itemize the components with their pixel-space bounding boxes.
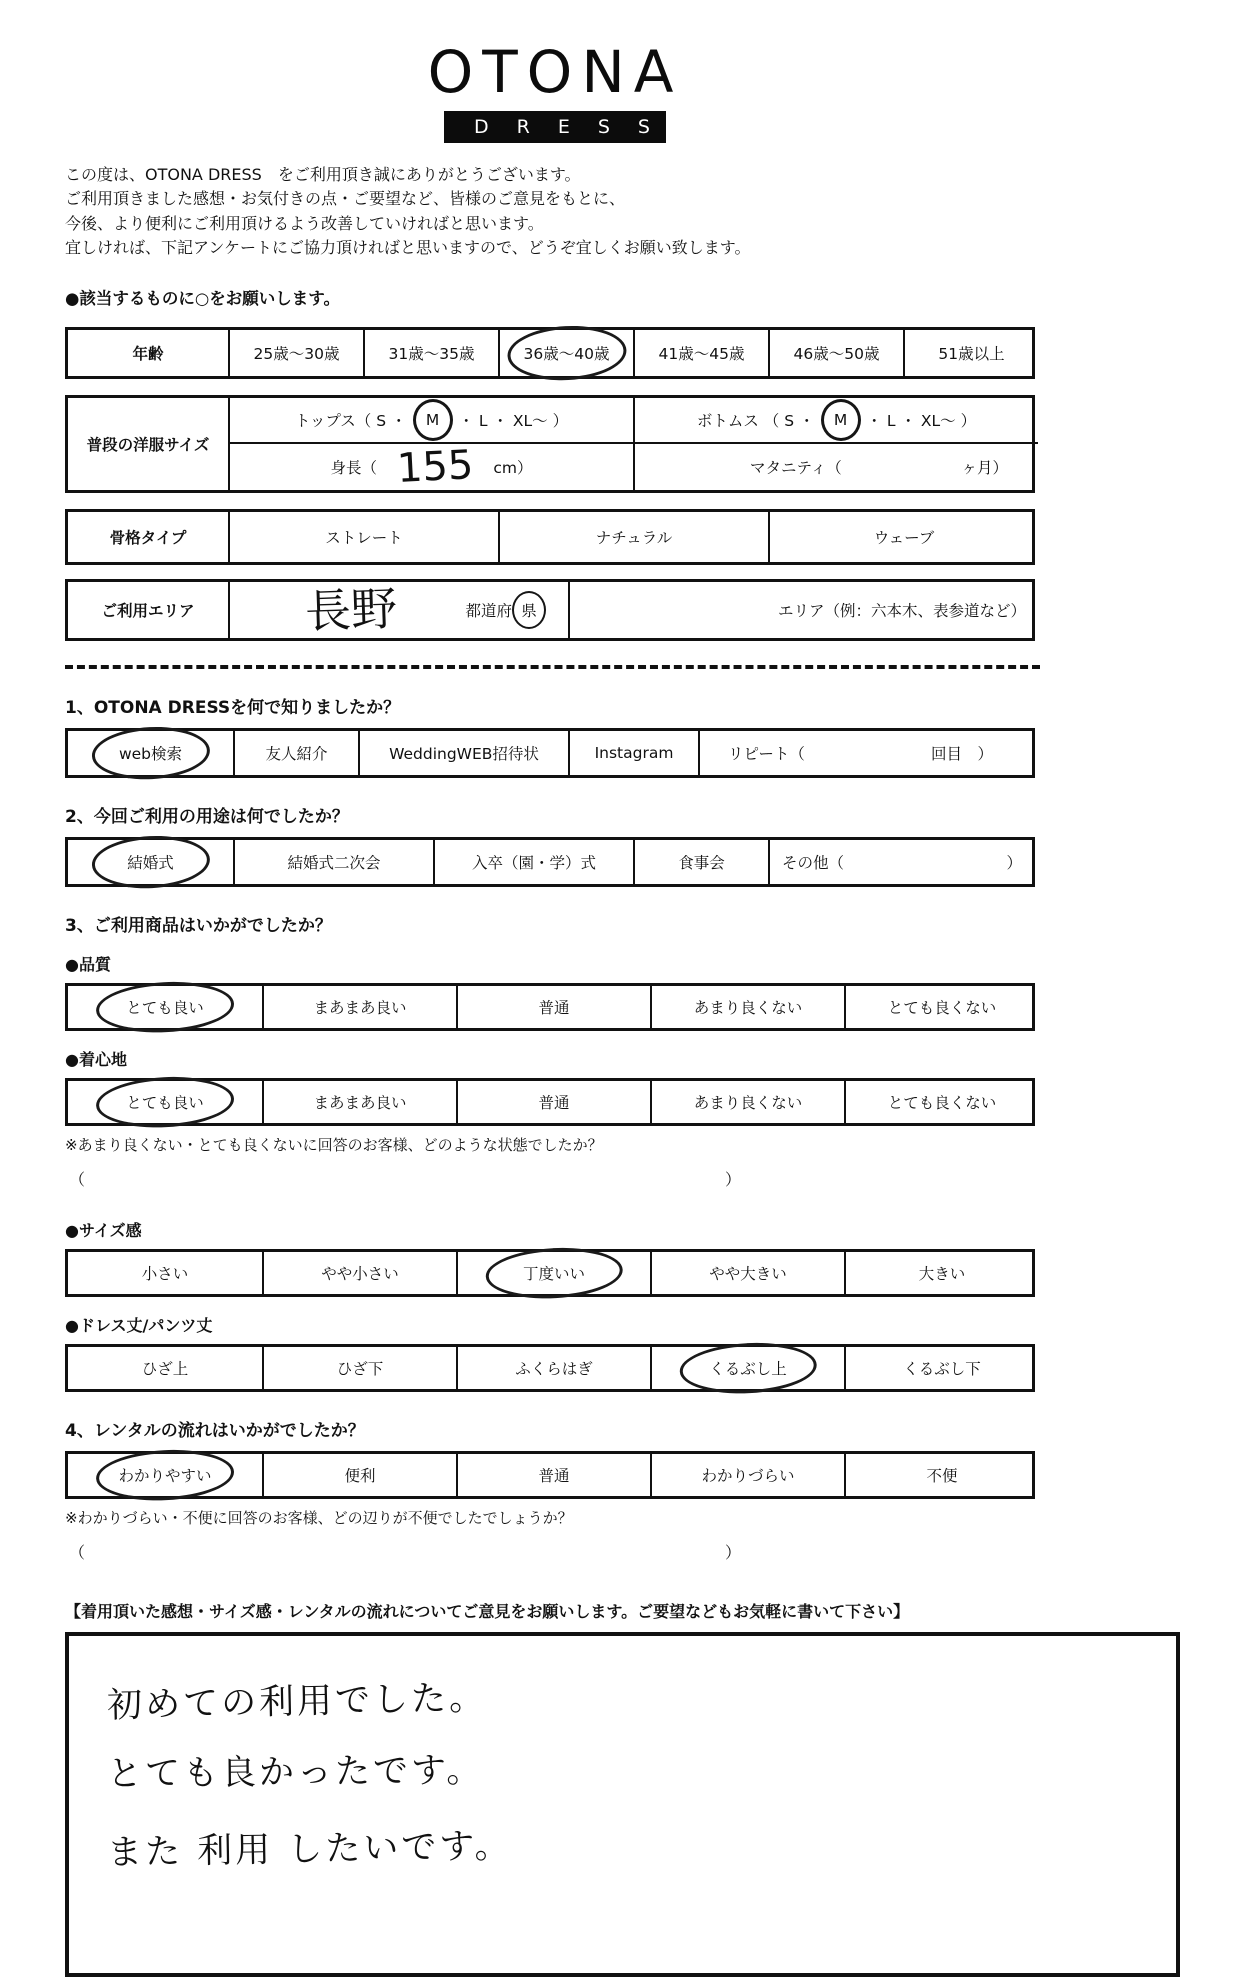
intro-line-1: この度は、OTONA DRESS をご利用頂き誠にありがとうございます。 xyxy=(65,164,581,184)
q3-answer-parens xyxy=(69,1167,741,1190)
fit-option-slightly-small: やや小さい xyxy=(262,1252,456,1294)
intro-line-4: 宜しければ、下記アンケートにご協力頂ければと思いますので、どうぞ宜しくお願い致します。 xyxy=(65,238,751,258)
age-option-31-35: 31歳～35歳 xyxy=(363,330,498,376)
logo-subtitle-bar: DRESS xyxy=(444,111,666,143)
maternity-cell xyxy=(633,442,1038,490)
comment-section-title: 【着用頂いた感想・サイズ感・レンタルの流れについてご意見をお願いします。ご要望などもお気軽に書いて下さい】 xyxy=(65,1601,910,1621)
q2-other-suffix: ） xyxy=(1006,853,1022,872)
size-row-top xyxy=(228,398,1038,442)
fit-option-small: 小さい xyxy=(141,1264,189,1283)
usage-area-label: ご利用エリア xyxy=(101,601,195,620)
age-option-36-40: 36歳～40歳 xyxy=(498,330,633,376)
maternity-label: マタニティ（ xyxy=(750,458,842,477)
comfort-table xyxy=(65,1078,1035,1126)
bottoms-size-m-circled: M xyxy=(821,399,861,441)
usage-area-value-cell xyxy=(228,582,568,638)
intro-text xyxy=(65,163,1225,261)
q1-table xyxy=(65,728,1035,778)
skeleton-type-table xyxy=(65,509,1035,565)
age-table xyxy=(65,327,1035,379)
clothing-size-body xyxy=(228,398,1038,490)
q4-answer-parens xyxy=(69,1540,741,1563)
length-option-below-ankle: くるぶし下 xyxy=(844,1347,1038,1389)
usage-area-value-handwritten: 長野 xyxy=(304,581,398,639)
instruction-heading: ●該当するものに○をお願いします。 xyxy=(65,288,340,308)
q1-option-instagram: Instagram xyxy=(568,731,698,775)
comfort-option-not-so-good: あまり良くない xyxy=(650,1081,844,1123)
length-label: ●ドレス丈/パンツ丈 xyxy=(65,1315,213,1335)
usage-area-hint-cell: エリア（例：六本木、表参道など） xyxy=(568,582,1038,638)
q4-table xyxy=(65,1451,1035,1499)
age-label: 年齢 xyxy=(132,344,164,363)
height-cell xyxy=(228,442,633,490)
q4-paren-open: （ xyxy=(69,1542,86,1562)
quality-option-fairly-good: まあまあ良い xyxy=(262,986,456,1028)
tops-size-suffix: ・ L ・ XL～ ） xyxy=(458,411,569,430)
length-option-above-ankle: くるぶし上 xyxy=(650,1347,844,1389)
q3-note: ※あまり良くない・とても良くないに回答のお客様、どのような状態でしたか？ xyxy=(65,1135,603,1154)
length-table xyxy=(65,1344,1035,1392)
age-option-51plus: 51歳以上 xyxy=(903,330,1038,376)
q3-paren-open: （ xyxy=(69,1169,86,1189)
q4-option-convenient: 便利 xyxy=(262,1454,456,1496)
height-value-handwritten: 155 xyxy=(395,441,475,492)
q4-option-hard-to-understand: わかりづらい xyxy=(650,1454,844,1496)
tops-size-prefix: トップス（ S ・ xyxy=(294,411,407,430)
q2-table xyxy=(65,837,1035,887)
length-option-below-knee: ひざ下 xyxy=(262,1347,456,1389)
fit-label: ●サイズ感 xyxy=(65,1220,142,1240)
fit-option-just-right: 丁度いい xyxy=(456,1252,650,1294)
q3-paren-close: ） xyxy=(724,1169,741,1189)
comment-line-1: 初めての利用でした。 xyxy=(106,1678,488,1726)
comfort-option-fairly-good: まあまあ良い xyxy=(262,1081,456,1123)
skeleton-option-natural: ナチュラル xyxy=(498,512,768,562)
q2-other-prefix: その他（ xyxy=(782,853,845,872)
tops-size-m-circled: M xyxy=(413,399,453,441)
maternity-unit: ヶ月） xyxy=(961,458,1008,477)
comfort-option-normal: 普通 xyxy=(456,1081,650,1123)
length-option-calf: ふくらはぎ xyxy=(456,1347,650,1389)
intro-line-3: 今後、より便利にご利用頂けるよう改善していければと思います。 xyxy=(65,213,544,233)
bottoms-size-suffix: ・ L ・ XL～ ） xyxy=(866,411,977,430)
comfort-label: ●着心地 xyxy=(65,1049,127,1069)
q1-repeat-prefix: リピート（ xyxy=(728,744,805,763)
q2-option-other xyxy=(768,840,1038,884)
bottoms-size-cell xyxy=(633,398,1038,442)
usage-area-table xyxy=(65,579,1035,641)
q4-option-inconvenient: 不便 xyxy=(844,1454,1038,1496)
q4-option-easy-to-understand: わかりやすい xyxy=(68,1454,262,1496)
quality-option-not-so-good: あまり良くない xyxy=(650,986,844,1028)
q2-option-wedding: 結婚式 xyxy=(68,840,233,884)
q4-title: 4、レンタルの流れはいかがでしたか？ xyxy=(65,1420,365,1441)
quality-option-very-bad: とても良くない xyxy=(844,986,1038,1028)
q4-paren-close: ） xyxy=(724,1542,741,1562)
dashed-divider xyxy=(65,665,1040,669)
q1-option-friend-referral: 友人紹介 xyxy=(233,731,358,775)
intro-line-2: ご利用頂きました感想・お気付きの点・ご要望など、皆様のご意見をもとに、 xyxy=(65,189,626,209)
age-option-46-50: 46歳～50歳 xyxy=(768,330,903,376)
height-label: 身長（ xyxy=(330,458,378,477)
q2-option-entrance-graduation: 入卒（園・学）式 xyxy=(433,840,633,884)
quality-label: ●品質 xyxy=(65,954,111,974)
q1-option-repeat xyxy=(698,731,1038,775)
tops-size-cell xyxy=(228,398,633,442)
skeleton-option-straight: ストレート xyxy=(228,512,498,562)
q2-option-wedding-afterparty: 結婚式二次会 xyxy=(233,840,433,884)
q1-option-web-search: web検索 xyxy=(68,731,233,775)
age-option-25-30: 25歳～30歳 xyxy=(228,330,363,376)
skeleton-option-wave: ウェーブ xyxy=(768,512,1038,562)
length-option-above-knee: ひざ上 xyxy=(141,1359,189,1378)
q1-option-wedding-web-invitation: WeddingWEB招待状 xyxy=(358,731,568,775)
comfort-option-very-bad: とても良くない xyxy=(844,1081,1038,1123)
quality-table xyxy=(65,983,1035,1031)
logo xyxy=(425,38,685,143)
quality-option-very-good: とても良い xyxy=(68,986,262,1028)
q2-title: 2、今回ご利用の用途は何でしたか？ xyxy=(65,806,349,827)
prefecture-prefix: 都道府 xyxy=(465,601,512,620)
comfort-option-very-good: とても良い xyxy=(68,1081,262,1123)
q1-title: 1、OTONA DRESSを何で知りましたか？ xyxy=(65,697,401,718)
fit-option-slightly-large: やや大きい xyxy=(650,1252,844,1294)
prefecture-ken-circled: 県 xyxy=(512,591,546,629)
height-unit: cm） xyxy=(493,458,533,477)
fit-table xyxy=(65,1249,1035,1297)
comment-line-3: また 利用 したいです。 xyxy=(106,1826,513,1874)
q4-note: ※わかりづらい・不便に回答のお客様、どの辺りが不便でしたでしょうか？ xyxy=(65,1508,573,1527)
bottoms-size-prefix: ボトムス （ S ・ xyxy=(696,411,815,430)
logo-title: OTONA xyxy=(427,38,683,106)
comment-line-2: とても良かったです。 xyxy=(106,1750,485,1795)
q4-option-normal: 普通 xyxy=(456,1454,650,1496)
survey-content xyxy=(65,38,1225,1977)
quality-option-normal: 普通 xyxy=(456,986,650,1028)
size-row-bottom xyxy=(228,442,1038,490)
age-option-41-45: 41歳～45歳 xyxy=(633,330,768,376)
q3-title: 3、ご利用商品はいかがでしたか？ xyxy=(65,915,332,936)
fit-option-large: 大きい xyxy=(844,1252,1038,1294)
comment-box xyxy=(65,1632,1180,1977)
prefecture-label xyxy=(465,591,546,629)
survey-page xyxy=(0,38,1242,1874)
q1-repeat-suffix: 回目 ） xyxy=(930,744,993,763)
clothing-size-label: 普段の洋服サイズ xyxy=(86,435,210,454)
skeleton-type-label: 骨格タイプ xyxy=(109,528,187,547)
q2-option-dinner: 食事会 xyxy=(633,840,768,884)
clothing-size-table xyxy=(65,395,1035,493)
